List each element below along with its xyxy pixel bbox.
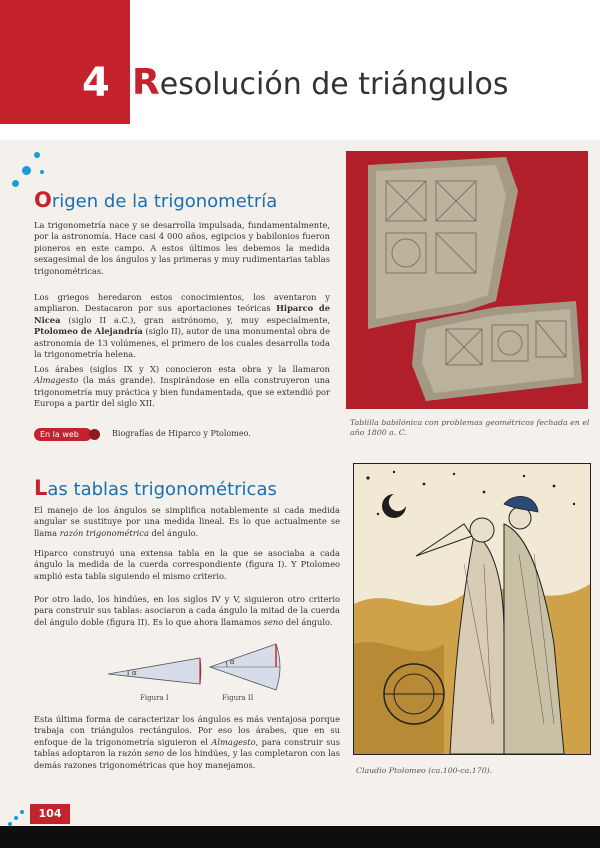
dot-icon <box>14 816 18 820</box>
figure-i-diagram <box>104 640 214 690</box>
web-link-badge[interactable] <box>34 428 108 441</box>
section-heading-origen: Origen de la trigonometría <box>34 188 278 212</box>
chapter-title-rest: esolución de triángulos <box>159 67 509 102</box>
ptolemy-woodcut <box>353 463 591 755</box>
tablet-caption: Tablilla babilónica con problemas geométricos fechada en el año 1800 a. C. <box>350 418 590 437</box>
paragraph-tablas-3: Por otro lado, los hindúes, en los siglos IV y V, siguieron otro criterio para construir sus tablas: asociaron a cada ángulo la mitad de la cuerda del ángulo doble (figura II). Es lo que ahora llamamos seno del ángulo. <box>34 594 340 627</box>
dot-icon <box>22 166 31 175</box>
bottom-edge-bar <box>0 826 600 848</box>
chapter-title <box>132 62 509 103</box>
dot-icon <box>34 152 40 158</box>
figure-i-angle: α <box>132 669 137 677</box>
chapter-number: 4 <box>82 60 110 106</box>
tablet-illustration <box>346 151 588 409</box>
page-number: 104 <box>30 804 70 824</box>
figure-ii-label: Figura II <box>222 694 254 702</box>
paragraph-tablas-4: Esta última forma de caracterizar los ángulos es más ventajosa porque trabaja con triángulos rectángulos. Por eso los árabes, que en su enfoque de la trigonometría siguieron el Almagesto, para construir sus tablas adoptaron la razón seno de los hindúes, y las completaron con las demás razones trigonométricas que hoy manejamos. <box>34 714 341 770</box>
web-badge-label[interactable]: En la web <box>34 428 92 441</box>
dot-icon <box>40 170 44 174</box>
babylonian-tablet-photo <box>346 151 588 409</box>
web-link-text[interactable]: Biografías de Hiparco y Ptolomeo. <box>112 429 251 438</box>
paragraph-tablas-2: Hiparco construyó una extensa tabla en la que se asociaba a cada ángulo la medida de la cuerda correspondiente (figura I). Y Ptolomeo amplió esta tabla siguiendo el mismo criterio. <box>34 548 340 581</box>
paragraph-origen-3: Los árabes (siglos IX y X) conocieron esta obra y la llamaron Almagesto (la más grande). Inspirándose en ella construyeron una trigonometría muy práctica y bien fundamentada, que se extendió por Europa a partir del siglo XII. <box>34 364 330 409</box>
dot-icon <box>20 810 24 814</box>
chapter-title-initial: R <box>132 62 160 103</box>
paragraph-origen-1: La trigonometría nace y se desarrolla impulsada, fundamentalmente, por la astronomía. Hace casi 4 000 años, egipcios y babilonios fueron pioneros en este campo. A estos últimos les debemos la medida sexagesimal de los ángulos y las primeras y muy rudimentarias tablas trigonométricas. <box>34 220 330 276</box>
web-arrow-icon[interactable] <box>89 429 100 440</box>
section-heading-tablas: Las tablas trigonométricas <box>34 476 277 500</box>
woodcut-caption: Claudio Ptolomeo (ca.100-ca.170). <box>356 766 493 775</box>
paragraph-origen-2: Los griegos heredaron estos conocimientos, los aventaron y ampliaron. Destacaron por sus aportaciones teóricas Hiparco de Nicea (siglo II a.C.), gran astrónomo, y, muy especialmente, Ptolomeo de Alejandría (siglo II), autor de una monumental obra de astronomía de 13 volúmenes, el primero de los cuales desarrolla toda la trigonometría helena. <box>34 292 330 360</box>
figure-ii-angle: α <box>230 658 235 666</box>
figure-i <box>104 640 214 690</box>
figure-ii-diagram <box>206 640 286 694</box>
figure-i-label: Figura I <box>140 694 169 702</box>
paragraph-tablas-1: El manejo de los ángulos se simplifica notablemente si cada medida angular se sustituye por una medida lineal. Es lo que actualmente se llama razón trigonométrica del ángulo. <box>34 505 340 538</box>
woodcut-illustration <box>354 464 590 754</box>
dot-icon <box>12 180 19 187</box>
figure-ii <box>206 640 286 694</box>
